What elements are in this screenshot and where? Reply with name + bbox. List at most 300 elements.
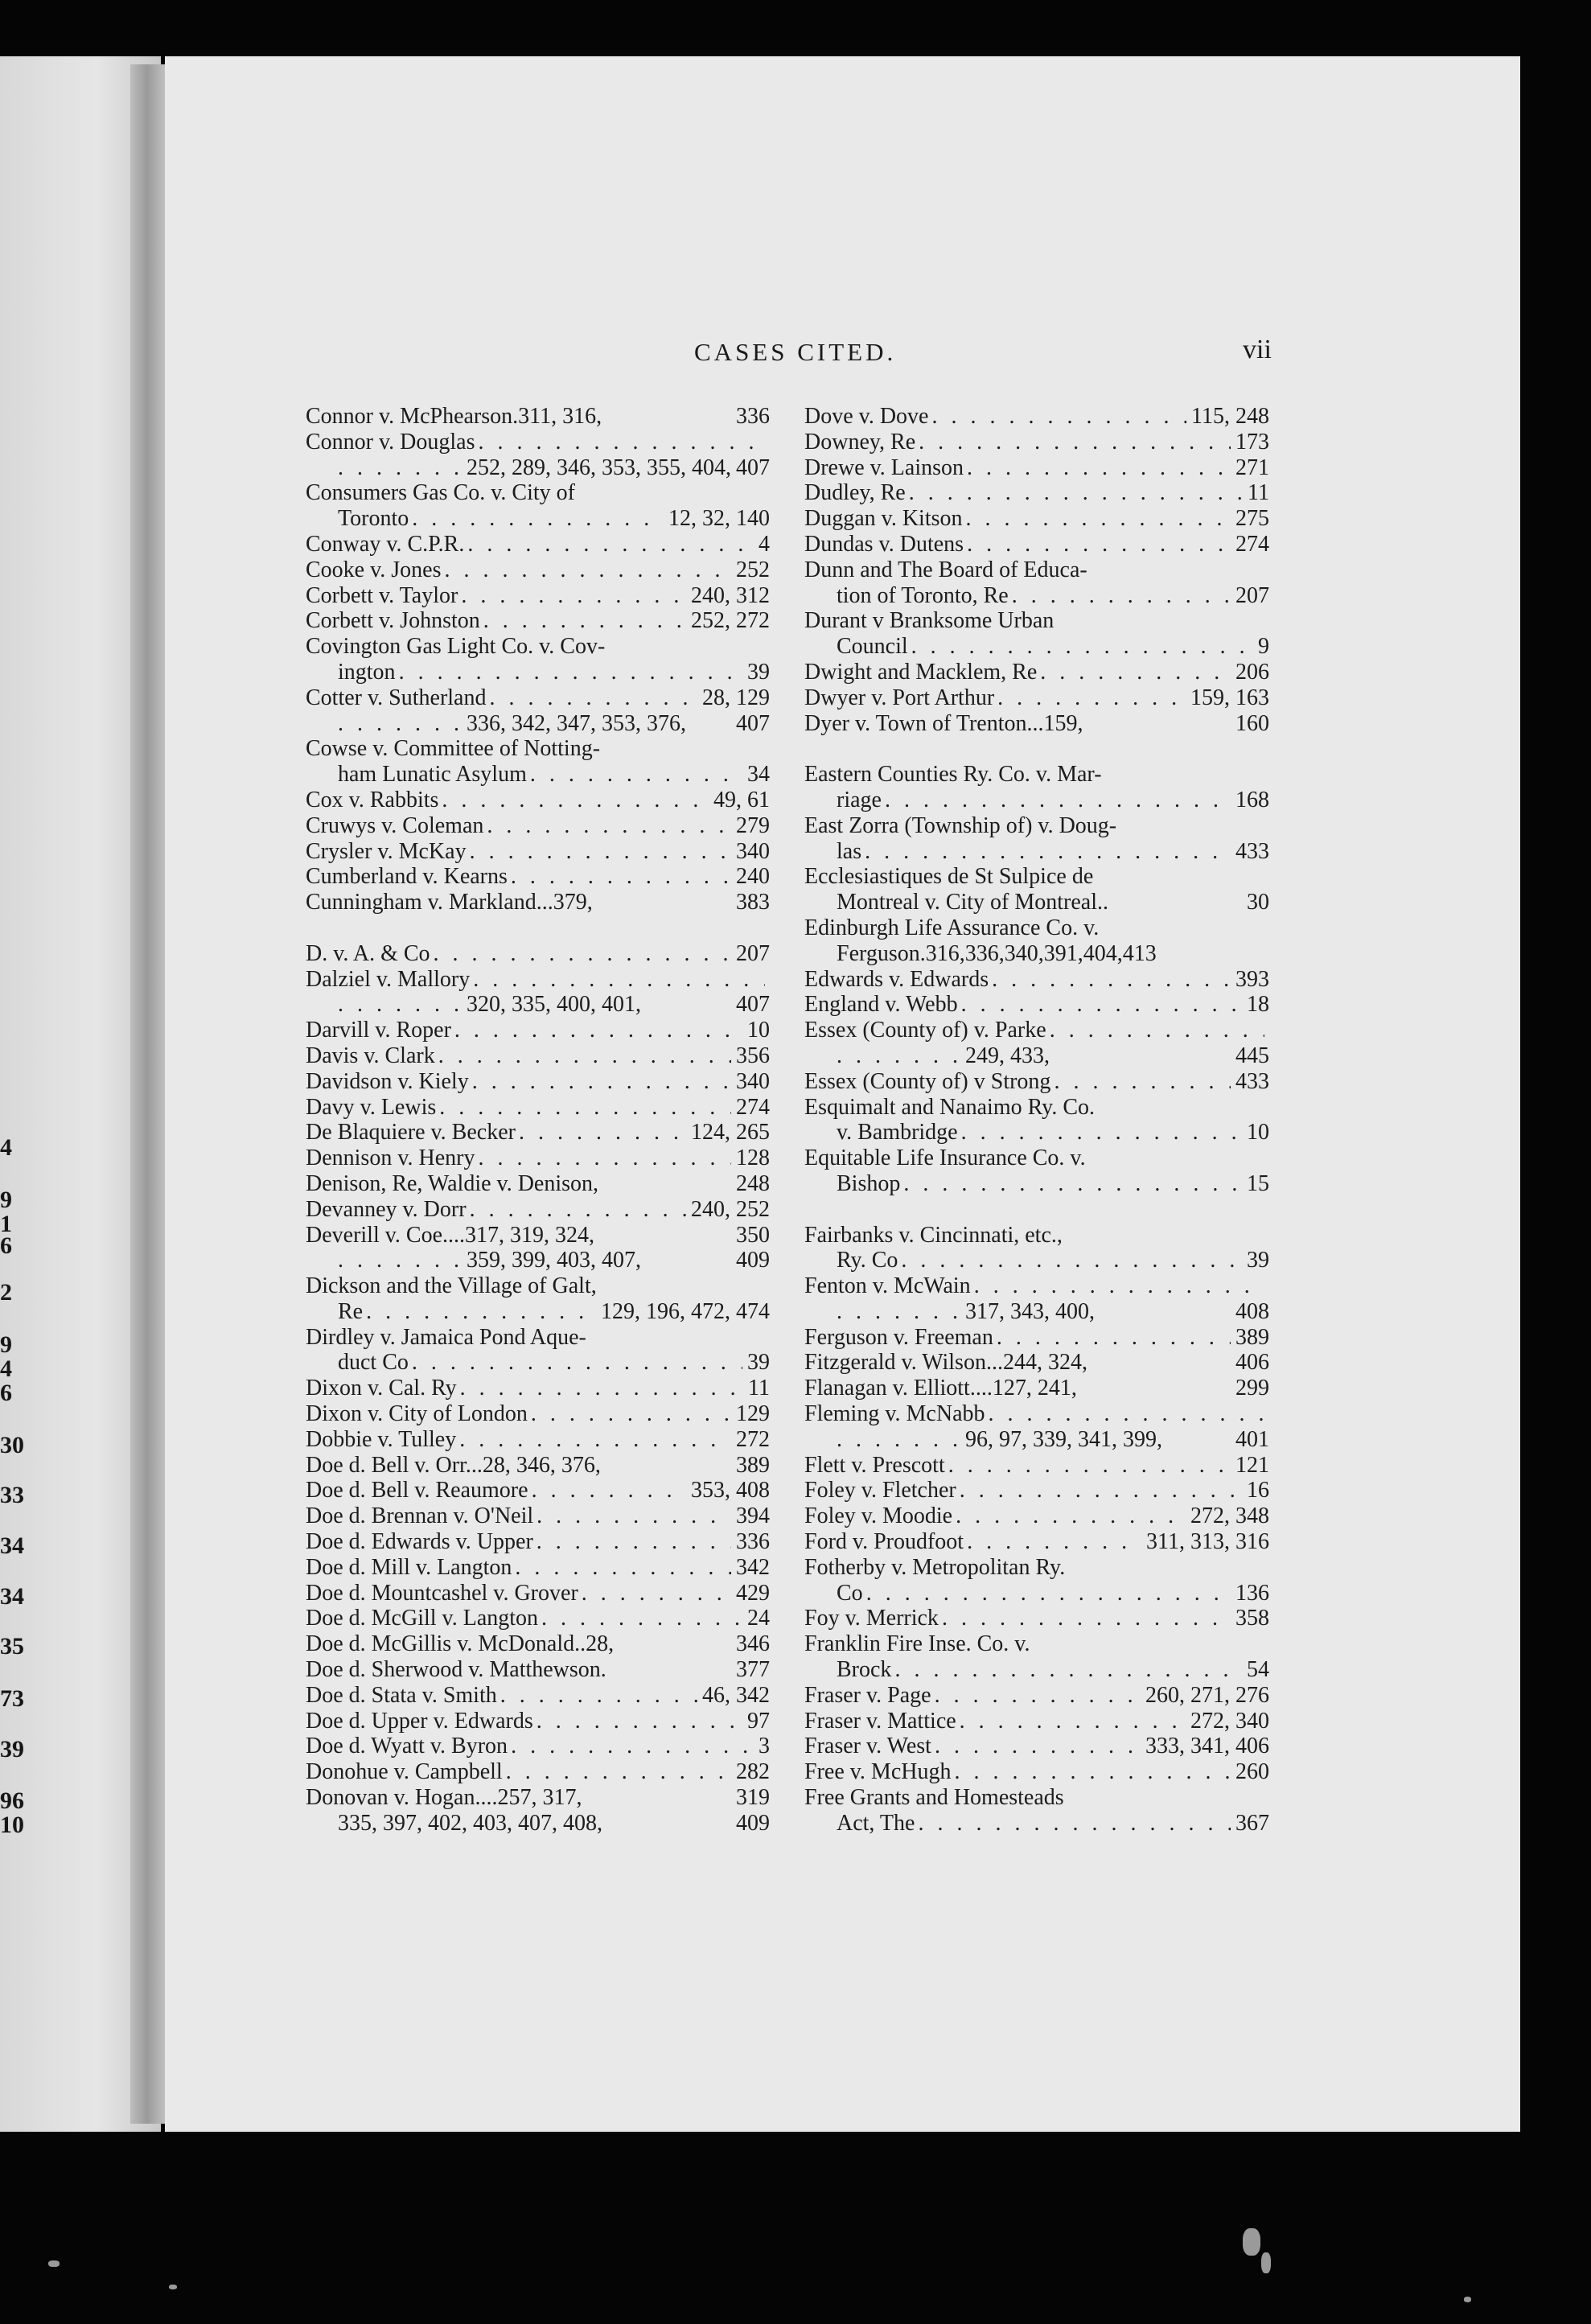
page-references: 393 bbox=[1235, 966, 1269, 992]
scan-speck bbox=[1261, 2252, 1271, 2273]
case-name: Cooke v. Jones bbox=[306, 557, 442, 582]
case-name: Co bbox=[837, 1580, 863, 1606]
dot-leader bbox=[954, 1759, 1231, 1785]
page-references: 12, 32, 140 bbox=[668, 506, 770, 532]
page-references: 159, 163 bbox=[1190, 685, 1269, 710]
entry-line bbox=[804, 1120, 1269, 1146]
margin-number-fragment: 4 bbox=[0, 1355, 12, 1382]
case-entry bbox=[804, 1503, 1269, 1529]
case-entry bbox=[804, 1376, 1269, 1401]
case-name: Doe d. Brennan v. O'Neil bbox=[306, 1503, 534, 1529]
case-entry bbox=[306, 583, 770, 609]
entry-line bbox=[306, 788, 770, 813]
entry-line bbox=[804, 967, 1269, 993]
entry-line bbox=[306, 1325, 770, 1351]
page-references: 115, 248 bbox=[1191, 404, 1269, 429]
dot-leader bbox=[961, 992, 1242, 1018]
case-name: Deverill v. Coe....317, 319, 324, bbox=[306, 1222, 595, 1248]
entry-line bbox=[306, 1401, 770, 1427]
entry-line bbox=[306, 762, 770, 788]
page-references: 252 bbox=[736, 557, 770, 582]
case-name: Edwards v. Edwards bbox=[804, 966, 989, 992]
case-entry bbox=[306, 557, 770, 583]
case-entry bbox=[306, 1453, 770, 1479]
dot-leader bbox=[992, 967, 1231, 993]
case-name: Doe d. McGillis v. McDonald..28, bbox=[306, 1631, 615, 1657]
margin-number-fragment: 1 bbox=[0, 1211, 12, 1237]
page-references: 18 bbox=[1247, 992, 1269, 1018]
case-entry bbox=[804, 813, 1269, 865]
page-references: 333, 341, 406 bbox=[1145, 1734, 1269, 1759]
page-references: 54 bbox=[1247, 1657, 1269, 1683]
case-name: Fenton v. McWain bbox=[804, 1273, 971, 1299]
case-entry bbox=[306, 1683, 770, 1709]
margin-number-fragment: 9 bbox=[0, 1187, 12, 1213]
case-name: Free v. McHugh bbox=[804, 1759, 952, 1785]
case-entry bbox=[306, 1503, 770, 1529]
case-name: De Blaquiere v. Becker bbox=[306, 1120, 516, 1146]
case-name: D. v. A. & Co bbox=[306, 940, 430, 966]
entry-line bbox=[804, 1503, 1269, 1529]
page-references: 30 bbox=[1247, 890, 1269, 915]
dot-leader bbox=[472, 1069, 731, 1095]
dot-leader bbox=[960, 1709, 1186, 1734]
case-entry bbox=[306, 1734, 770, 1759]
dot-leader bbox=[1012, 583, 1231, 609]
margin-number-fragment: 34 bbox=[0, 1532, 24, 1559]
case-entry bbox=[306, 1069, 770, 1095]
case-name: Foy v. Merrick bbox=[804, 1606, 939, 1631]
dot-leader bbox=[837, 1043, 957, 1069]
dot-leader bbox=[997, 685, 1186, 711]
page-references: 389 bbox=[736, 1452, 770, 1478]
case-name: Essex (County of) v Strong bbox=[804, 1068, 1051, 1094]
case-entry bbox=[306, 1478, 770, 1503]
page-references: 207 bbox=[736, 940, 770, 966]
entry-line bbox=[306, 1478, 770, 1503]
entry-line bbox=[306, 532, 770, 557]
case-name: East Zorra (Township of) v. Doug- bbox=[804, 812, 1117, 838]
dot-leader bbox=[911, 634, 1253, 660]
case-name: 359, 399, 403, 407, bbox=[467, 1248, 641, 1273]
entry-line bbox=[804, 1631, 1269, 1657]
page-references: 409 bbox=[736, 1248, 770, 1273]
page-references: 252, 272 bbox=[691, 608, 770, 634]
case-name: Flett v. Prescott bbox=[804, 1452, 945, 1478]
case-entry bbox=[306, 1606, 770, 1631]
entry-line bbox=[306, 608, 770, 634]
entry-line bbox=[306, 1453, 770, 1479]
case-name: Ferguson.316,336,340,391,404,413 bbox=[837, 940, 1157, 966]
dot-leader bbox=[532, 1478, 686, 1503]
dot-leader bbox=[1050, 1018, 1264, 1043]
dot-leader bbox=[909, 480, 1243, 506]
case-name: Fotherby v. Metropolitan Ry. bbox=[804, 1554, 1066, 1580]
page-references: 160 bbox=[1235, 710, 1269, 736]
entry-line bbox=[306, 864, 770, 890]
page-references: 383 bbox=[736, 890, 770, 915]
entry-line bbox=[804, 915, 1269, 941]
case-entry bbox=[306, 1555, 770, 1581]
entry-line bbox=[306, 1785, 770, 1811]
margin-number-fragment: 9 bbox=[0, 1331, 12, 1358]
entry-line bbox=[804, 557, 1269, 583]
page-references: 408 bbox=[1235, 1298, 1269, 1324]
page-references: 406 bbox=[1235, 1350, 1269, 1376]
dot-leader bbox=[442, 788, 709, 813]
dot-leader bbox=[338, 711, 458, 737]
case-name: Doe d. Stata v. Smith bbox=[306, 1682, 497, 1708]
case-name: Dobbie v. Tulley bbox=[306, 1426, 457, 1452]
dot-leader bbox=[511, 864, 731, 890]
page-references: 168 bbox=[1235, 787, 1269, 812]
case-name: ington bbox=[338, 659, 396, 685]
page-references: 16 bbox=[1247, 1478, 1269, 1503]
page-references: 401 bbox=[1235, 1426, 1269, 1452]
page-references: 407 bbox=[736, 455, 770, 480]
case-name: Doe d. McGill v. Langton bbox=[306, 1606, 539, 1631]
entry-line bbox=[804, 1709, 1269, 1734]
case-entry bbox=[804, 404, 1269, 430]
case-name: Davy v. Lewis bbox=[306, 1094, 437, 1120]
entry-line bbox=[804, 839, 1269, 865]
entry-line bbox=[804, 890, 1269, 915]
entry-line bbox=[306, 1606, 770, 1631]
case-name: Dove v. Dove bbox=[804, 404, 929, 429]
dot-leader bbox=[901, 1248, 1242, 1273]
dot-leader bbox=[412, 506, 664, 532]
case-entry bbox=[804, 1095, 1269, 1146]
case-entry bbox=[306, 1273, 770, 1325]
entry-line bbox=[306, 1734, 770, 1759]
case-name: Montreal v. City of Montreal.. bbox=[837, 890, 1109, 915]
case-entry bbox=[804, 762, 1269, 813]
entry-line bbox=[804, 1478, 1269, 1503]
case-name: Dunn and The Board of Educa- bbox=[804, 557, 1087, 582]
case-entry bbox=[804, 685, 1269, 711]
case-name: Consumers Gas Co. v. City of bbox=[306, 480, 575, 506]
case-name: ham Lunatic Asylum bbox=[338, 762, 527, 788]
page-references: 11 bbox=[1248, 480, 1269, 506]
case-name: Doe d. Bell v. Orr...28, 346, 376, bbox=[306, 1452, 601, 1478]
case-entry bbox=[804, 1709, 1269, 1734]
entry-line bbox=[804, 1273, 1269, 1299]
case-entry bbox=[804, 660, 1269, 685]
dot-leader bbox=[967, 1529, 1141, 1555]
dot-leader bbox=[866, 1581, 1231, 1606]
page-references: 240, 252 bbox=[691, 1196, 770, 1222]
entry-line bbox=[306, 404, 770, 430]
case-name: 96, 97, 339, 341, 399, bbox=[965, 1426, 1162, 1452]
case-name: Franklin Fire Inse. Co. v. bbox=[804, 1631, 1030, 1657]
case-entry bbox=[804, 1350, 1269, 1376]
entry-line bbox=[804, 660, 1269, 685]
entry-line bbox=[306, 1555, 770, 1581]
case-name: Dyer v. Town of Trenton...159, bbox=[804, 710, 1083, 736]
dot-leader bbox=[438, 1043, 731, 1069]
case-name: 320, 335, 400, 401, bbox=[467, 992, 641, 1018]
case-entry bbox=[306, 1785, 770, 1837]
dot-leader bbox=[515, 1555, 731, 1581]
dot-leader bbox=[931, 404, 1186, 430]
page-references: 407 bbox=[736, 992, 770, 1018]
margin-number-fragment: 39 bbox=[0, 1736, 24, 1763]
case-entry bbox=[804, 1631, 1269, 1683]
case-name: Flanagan v. Elliott....127, 241, bbox=[804, 1376, 1077, 1401]
dot-leader bbox=[967, 455, 1231, 481]
case-entry bbox=[804, 1683, 1269, 1709]
scan-speck bbox=[1464, 2297, 1471, 2302]
case-name: 252, 289, 346, 353, 355, 404, bbox=[467, 455, 731, 480]
case-name: Toronto bbox=[338, 506, 409, 532]
page-references: 279 bbox=[736, 812, 770, 838]
scan-speck bbox=[1243, 2228, 1260, 2256]
case-entry bbox=[804, 557, 1269, 609]
page-references: 394 bbox=[736, 1503, 770, 1529]
case-entry bbox=[306, 608, 770, 634]
case-entry bbox=[306, 941, 770, 967]
case-entry bbox=[804, 1529, 1269, 1555]
case-entry bbox=[306, 1401, 770, 1427]
dot-leader bbox=[454, 1018, 742, 1043]
dot-leader bbox=[997, 1325, 1231, 1351]
page-references: 319 bbox=[736, 1785, 770, 1811]
case-entry bbox=[804, 864, 1269, 915]
dot-leader bbox=[918, 1811, 1231, 1837]
left-index-column bbox=[306, 404, 770, 1837]
page-references: 3 bbox=[758, 1734, 770, 1759]
entry-line bbox=[804, 634, 1269, 660]
page-references: 97 bbox=[747, 1708, 770, 1734]
case-entry bbox=[306, 532, 770, 557]
case-name: v. Bambridge bbox=[837, 1120, 958, 1146]
entry-line bbox=[306, 1018, 770, 1043]
dot-leader bbox=[960, 1478, 1242, 1503]
case-name: Doe d. Wyatt v. Byron bbox=[306, 1734, 508, 1759]
case-name: Dundas v. Dutens bbox=[804, 531, 964, 557]
section-gap bbox=[804, 736, 1269, 762]
page-references: 4 bbox=[758, 531, 770, 557]
page-references: 271 bbox=[1235, 455, 1269, 480]
entry-line bbox=[306, 506, 770, 532]
entry-line bbox=[804, 1453, 1269, 1479]
page-references: 336 bbox=[736, 404, 770, 429]
margin-number-fragment: 34 bbox=[0, 1583, 24, 1610]
page-references: 24 bbox=[747, 1606, 770, 1631]
page-number: vii bbox=[1243, 335, 1272, 364]
dot-leader bbox=[338, 455, 458, 481]
entry-line bbox=[804, 1223, 1269, 1248]
entry-line bbox=[804, 1043, 1269, 1069]
case-entry bbox=[306, 685, 770, 737]
entry-line bbox=[804, 583, 1269, 609]
dot-leader bbox=[531, 1401, 731, 1427]
dot-leader bbox=[935, 1683, 1141, 1709]
entry-line bbox=[306, 1197, 770, 1223]
case-name: Cunningham v. Markland...379, bbox=[306, 890, 593, 915]
case-name: Crysler v. McKay bbox=[306, 838, 467, 864]
page-references: 39 bbox=[747, 1350, 770, 1376]
entry-line bbox=[306, 736, 770, 762]
entry-line bbox=[804, 506, 1269, 532]
section-gap bbox=[804, 1197, 1269, 1223]
case-name: Covington Gas Light Co. v. Cov- bbox=[306, 634, 606, 660]
entry-line bbox=[804, 1350, 1269, 1376]
case-name: Doe d. Upper v. Edwards bbox=[306, 1708, 533, 1734]
page-references: 409 bbox=[736, 1810, 770, 1836]
page-references: 407 bbox=[736, 710, 770, 736]
running-head bbox=[165, 335, 1520, 370]
entry-line bbox=[804, 1095, 1269, 1121]
case-entry bbox=[306, 839, 770, 865]
case-name: Donohue v. Campbell bbox=[306, 1759, 503, 1785]
dot-leader bbox=[530, 762, 742, 788]
entry-line bbox=[804, 532, 1269, 557]
page-references: 39 bbox=[747, 659, 770, 685]
dot-leader bbox=[948, 1453, 1231, 1479]
entry-line bbox=[306, 660, 770, 685]
case-name: 317, 343, 400, bbox=[965, 1298, 1095, 1324]
entry-line bbox=[306, 890, 770, 915]
page-references: 46, 342 bbox=[702, 1682, 770, 1708]
case-entry bbox=[804, 1555, 1269, 1606]
entry-line bbox=[804, 1529, 1269, 1555]
dot-leader bbox=[974, 1273, 1264, 1299]
entry-line bbox=[306, 1529, 770, 1555]
case-name: Eastern Counties Ry. Co. v. Mar- bbox=[804, 762, 1102, 788]
case-entry bbox=[804, 1325, 1269, 1351]
case-entry bbox=[804, 455, 1269, 481]
entry-line bbox=[804, 608, 1269, 634]
entry-line bbox=[306, 1146, 770, 1171]
page-references: 340 bbox=[736, 838, 770, 864]
case-entry bbox=[804, 1759, 1269, 1785]
entry-line bbox=[306, 1376, 770, 1401]
case-name: tion of Toronto, Re bbox=[837, 582, 1009, 608]
case-name: Connor v. Douglas bbox=[306, 429, 475, 455]
case-entry bbox=[804, 1401, 1269, 1453]
case-entry bbox=[804, 711, 1269, 737]
dot-leader bbox=[961, 1120, 1242, 1146]
case-entry bbox=[804, 992, 1269, 1018]
entry-line bbox=[804, 1376, 1269, 1401]
dot-leader bbox=[837, 1427, 957, 1453]
case-name: Darvill v. Roper bbox=[306, 1018, 451, 1043]
scan-border-specks bbox=[0, 2132, 1591, 2324]
case-entry bbox=[306, 813, 770, 839]
case-name: Dwight and Macklem, Re bbox=[804, 659, 1038, 685]
page-references: 353, 408 bbox=[691, 1478, 770, 1503]
entry-line bbox=[306, 1248, 770, 1273]
case-name: Devanney v. Dorr bbox=[306, 1196, 467, 1222]
dot-leader bbox=[459, 1427, 731, 1453]
case-name: Conway v. C.P.R. bbox=[306, 531, 465, 557]
page-references: 121 bbox=[1235, 1452, 1269, 1478]
page-references: 377 bbox=[736, 1657, 770, 1683]
case-entry bbox=[306, 967, 770, 1018]
case-entry bbox=[306, 1529, 770, 1555]
case-name: Foley v. Moodie bbox=[804, 1503, 953, 1529]
page-references: 207 bbox=[1235, 582, 1269, 608]
case-entry bbox=[804, 1146, 1269, 1197]
entry-line bbox=[306, 1095, 770, 1121]
case-name: Dixon v. City of London bbox=[306, 1401, 528, 1427]
case-entry bbox=[804, 915, 1269, 967]
dot-leader bbox=[967, 532, 1231, 557]
case-name: Dickson and the Village of Galt, bbox=[306, 1273, 597, 1299]
dot-leader bbox=[470, 839, 731, 865]
entry-line bbox=[804, 455, 1269, 481]
case-name: Bishop bbox=[837, 1170, 901, 1196]
case-name: Corbett v. Johnston bbox=[306, 608, 480, 634]
case-name: Fraser v. Mattice bbox=[804, 1708, 956, 1734]
dot-leader bbox=[338, 992, 458, 1018]
case-name: Downey, Re bbox=[804, 429, 916, 455]
page-references: 49, 61 bbox=[713, 787, 770, 812]
case-entry bbox=[804, 506, 1269, 532]
page-references: 28, 129 bbox=[702, 685, 770, 710]
dot-leader bbox=[536, 1503, 731, 1529]
page-references: 356 bbox=[736, 1043, 770, 1068]
page-references: 10 bbox=[747, 1018, 770, 1043]
case-entry bbox=[804, 967, 1269, 993]
entry-line bbox=[804, 1171, 1269, 1197]
entry-line bbox=[804, 941, 1269, 967]
case-entry bbox=[804, 430, 1269, 455]
dot-leader bbox=[1040, 660, 1231, 685]
entry-line bbox=[804, 1657, 1269, 1683]
margin-number-fragment: 73 bbox=[0, 1685, 24, 1712]
case-name: 336, 342, 347, 353, 376, bbox=[467, 710, 686, 736]
page-references: 11 bbox=[748, 1376, 770, 1401]
page-references: 129, 196, 472, 474 bbox=[601, 1298, 770, 1324]
page-references: 272, 348 bbox=[1190, 1503, 1269, 1529]
entry-line bbox=[306, 992, 770, 1018]
page-references: 275 bbox=[1235, 506, 1269, 532]
case-name: 249, 433, bbox=[965, 1043, 1050, 1068]
case-entry bbox=[804, 480, 1269, 506]
entry-line bbox=[804, 1785, 1269, 1811]
entry-line bbox=[306, 711, 770, 737]
case-name: Donovan v. Hogan....257, 317, bbox=[306, 1785, 582, 1811]
page-references: 129 bbox=[736, 1401, 770, 1427]
entry-line bbox=[804, 430, 1269, 455]
entry-line bbox=[804, 1146, 1269, 1171]
entry-line bbox=[306, 1759, 770, 1785]
dot-leader bbox=[500, 1683, 697, 1709]
page-references: 34 bbox=[747, 762, 770, 788]
case-entry bbox=[306, 1759, 770, 1785]
case-entry bbox=[306, 1223, 770, 1274]
entry-line bbox=[804, 1759, 1269, 1785]
entry-line bbox=[306, 1273, 770, 1299]
entry-line bbox=[804, 1555, 1269, 1581]
dot-leader bbox=[519, 1120, 686, 1146]
entry-line bbox=[804, 1401, 1269, 1427]
case-name: Fleming v. McNabb bbox=[804, 1401, 985, 1427]
page-references: 124, 265 bbox=[691, 1120, 770, 1146]
page-references: 272 bbox=[736, 1426, 770, 1452]
entry-line bbox=[306, 455, 770, 481]
case-name: riage bbox=[837, 787, 882, 812]
page-references: 311, 313, 316 bbox=[1146, 1529, 1269, 1555]
page-references: 128 bbox=[736, 1146, 770, 1171]
case-entry bbox=[306, 788, 770, 813]
entry-line bbox=[306, 1657, 770, 1683]
dot-leader bbox=[399, 660, 742, 685]
dot-leader bbox=[956, 1503, 1186, 1529]
case-name: Council bbox=[837, 634, 908, 660]
